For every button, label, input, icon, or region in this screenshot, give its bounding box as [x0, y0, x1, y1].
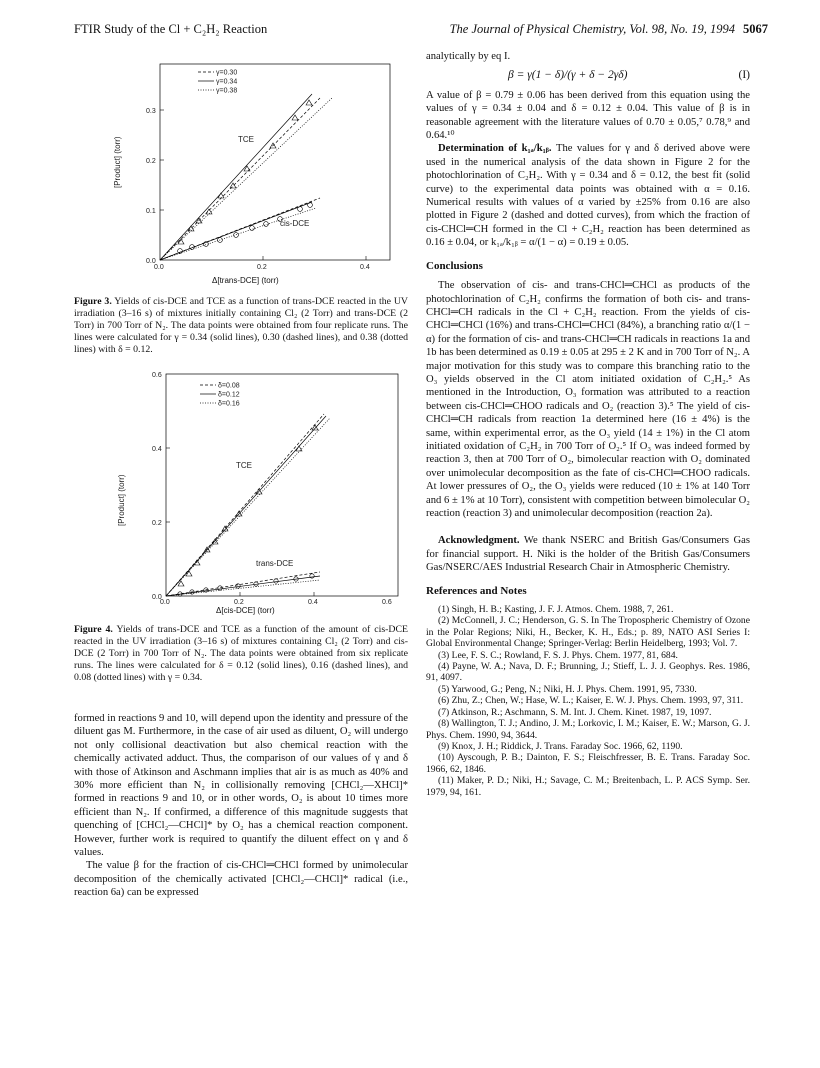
y-tick: 0.0 [146, 258, 156, 265]
figure-3 [80, 58, 400, 272]
figure-3-xlabel: Δ[trans-DCE] (torr) [212, 276, 279, 285]
paragraph: The observation of cis- and trans-CHCl═CHCl as products of the photochlorination of C₂H₂ confirms the formation of both cis- and trans-CHCl═CH radicals in the Cl + C₂H₂ reaction. From the yields of cis-CHCl═CHCl (16%) and trans-CHCl═CHCl (84%), a branching ratio α/(1 − α) for the formation of cis- and trans-CHCl═CH radicals in reactions 1a and 1b has been determined as 0.19 ± 0.05 at 295 ± 2 K and in 700 Torr of N₂. A major motivation for this study was to compare this branching ratio to the O₃ yields observed in the Cl atom initiated oxidation of C₂H₂.⁵ As mentioned in the Introduction, O₃ formation was attributed to a reaction between cis-CHCl═CHOO radicals and O₂ (reaction 3).⁵ The yield of cis-CHCl═CH radicals from reaction 1a determined here (16 ± 4%) is the same, within experimental error, as the O₃ yield (14 ± 1%) in the Cl atom initiated oxidation of C₂H₂ in 700 Torr of O₂.⁵ If O₃ was indeed formed by reaction 3, then at 700 Torr of O₂, bimolecular reaction with O₂ dominated over unimolecular decomposition as the fate of cis-CHCl═CHOO radicals. At lower pressures of O₂, the O₃ yields were reduced (10 ± 1% at 140 Torr and 6 ± 1% at 10 Torr), consistent with competition between bimolecular O₂ reaction (reaction 3) and unimolecular decomposition (reaction 2a). [426, 280, 750, 519]
page-number: 5067 [743, 22, 768, 36]
reference: (6) Zhu, Z.; Chen, W.; Hase, W. L.; Kaiser, E. W. J. Phys. Chem. 1993, 97, 311. [438, 695, 744, 707]
curve-label-dce: cis-DCE [280, 219, 310, 228]
acknowledgment: Acknowledgment. We thank NSERC and British Gas/Consumers Gas for financial support. H. Niki is the holder of the British Gas/Consumers Gas/NSERC/AES Industrial Research Chair in Atmospheric Chemistry. [426, 535, 750, 574]
y-tick: 0.2 [146, 158, 156, 165]
legend-entry: γ=0.30 [216, 69, 238, 77]
reference: (11) Maker, P. D.; Niki, H.; Savage, C. M.; Breitenbach, L. P. ACS Symp. Ser. 1979, 94, 161. [426, 775, 750, 798]
paragraph: analytically by eq I. [426, 51, 511, 62]
x-tick: 0.4 [308, 599, 318, 604]
figure-4-caption: Figure 4. Yields of trans-DCE and TCE as a function of the amount of cis-DCE reacted in the UV irradiation (3–16 s) of mixtures containing Cl₂ (2 Torr) and cis-DCE (2 Torr) in 700 Torr of N₂. The data points were obtained from six replicate runs. The lines were calculated for δ = 0.12 (solid lines), 0.16 (dashed lines), and 0.08 (dotted lines) with γ = 0.34. [74, 624, 408, 683]
paragraph: A value of β = 0.79 ± 0.06 has been derived from this equation using the values of γ = 0.34 ± 0.04 and δ = 0.12 ± 0.04. This value of β is in reasonable agreement with the literature values of 0.70 ± 0.05,⁷ 0.78,⁹ and 0.64.¹⁰ [426, 89, 750, 142]
left-column-text [74, 712, 408, 900]
x-tick: 0.4 [360, 264, 370, 271]
figure-4-xlabel: Δ[cis-DCE] (torr) [216, 606, 275, 615]
curve-label-tce: TCE [238, 135, 254, 144]
paragraph: formed in reactions 9 and 10, will depend upon the identity and pressure of the diluent gas M. Furthermore, in the case of air used as diluent, O₂ will undergo not only collisional deactivation but also chemical reaction with the chemically activated adduct. Thus, the comparison of our values of γ and δ with those of Atkinson and Aschmann implies that air is as much as 40% and 30% more efficient than N₂ in collisionally removing [CHCl₂—XHCl]* formed in reactions 9 and 10, or in other words, O₂ is about 10 times more efficient than N₂. If confirmed, a difference of this magnitude suggests that quenching of [CHCl₂—CHCl]* by O₂ has a chemical reaction component. However, further work is required to quantify the diluent effect on γ and δ values. [74, 713, 408, 859]
legend-entry: γ=0.38 [216, 87, 238, 95]
reference: (1) Singh, H. B.; Kasting, J. F. J. Atmos. Chem. 1988, 7, 261. [438, 604, 674, 616]
journal-citation: The Journal of Physical Chemistry, Vol. 98, No. 19, 1994 5067 [449, 22, 768, 36]
figure-4 [80, 366, 400, 604]
right-column-text [426, 50, 750, 798]
reference: (10) Ayscough, P. B.; Dainton, F. S.; Fleischfresser, B. E. Trans. Faraday Soc. 1966, 62, 1846. [426, 752, 750, 775]
reference-list [426, 604, 750, 798]
y-axis-label: [Product] (torr) [113, 136, 122, 188]
x-tick: 0.2 [234, 599, 244, 604]
reference: (8) Wallington, T. J.; Andino, J. M.; Lorkovic, I. M.; Kaiser, E. W.; Marson, G. J. Phys. Chem. 1990, 94, 3644. [426, 718, 750, 741]
legend-entry: δ=0.16 [218, 400, 240, 408]
reference: (7) Atkinson, R.; Aschmann, S. M. Int. J. Chem. Kinet. 1987, 19, 1097. [438, 706, 712, 718]
y-tick: 0.1 [146, 208, 156, 215]
legend-entry: γ=0.34 [216, 78, 238, 86]
y-tick: 0.6 [152, 372, 162, 379]
section-heading: Conclusions [426, 259, 483, 272]
figure-3-caption: Figure 3. Yields of cis-DCE and TCE as a function of trans-DCE reacted in the UV irradiation (3–16 s) of mixtures initially containing Cl₂ (2 Torr) and trans-DCE (2 Torr) in 700 Torr of N₂. The data points were obtained from four replicate runs. The lines were calculated for γ = 0.34 (solid lines), 0.30 (dashed lines), and 0.38 (dotted lines) with δ = 0.12. [74, 296, 409, 355]
paragraph: The value β for the fraction of cis-CHCl═CHCl formed by unimolecular decomposition of the chemically activated [CHCl₂—CHCl]* radical (i.e., reaction 6a) can be expressed [74, 860, 408, 899]
reference: (4) Payne, W. A.; Nava, D. F.; Brunning, J.; Stieff, L. J. J. Geophys. Res. 1986, 91, 4097. [426, 661, 750, 684]
x-tick: 0.2 [257, 264, 267, 271]
x-tick: 0.0 [154, 264, 164, 271]
y-axis-label: [Product] (torr) [117, 474, 126, 526]
x-tick: 0.6 [382, 599, 392, 604]
reference: (3) Lee, F. S. C.; Rowland, F. S. J. Phys. Chem. 1977, 81, 684. [438, 649, 678, 661]
legend-entry: δ=0.08 [218, 382, 240, 390]
section-heading: References and Notes [426, 584, 527, 597]
reference: (5) Yarwood, G.; Peng, N.; Niki, H. J. Phys. Chem. 1991, 95, 7330. [438, 683, 697, 695]
y-tick: 0.4 [152, 446, 162, 453]
equation-i: β = γ(1 − δ)/(γ + δ − 2γδ) (I) [508, 69, 750, 82]
reference: (2) McConnell, J. C.; Henderson, G. S. In The Tropospheric Chemistry of Ozone in the Polar Regions; Niki, H., Becker, K. H., Eds.; p. 89, NATO ASI Series I: Global Environmental Change; Springer-Verlag: Berlin Heidelberg, 1993; Vol. 7. [426, 615, 750, 650]
running-head: FTIR Study of the Cl + C₂H₂ Reaction [74, 22, 268, 36]
curve-label-tce: TCE [236, 461, 252, 470]
y-tick: 0.0 [152, 594, 162, 601]
y-tick: 0.2 [152, 520, 162, 527]
reference: (9) Knox, J. H.; Riddick, J. Trans. Faraday Soc. 1966, 62, 1190. [438, 740, 683, 752]
paragraph: Determination of k₁ₐ/k₁ᵦ. The values for γ and δ derived above were used in the numerical analysis of the data shown in Figure 2 for the photochlorination of C₂H₂. With γ = 0.34 and δ = 0.12, the best fit (solid curve) to the experimental data points was obtained with α = 0.16. Numerical results with values of α varied by ±25% from 0.16 are also plotted in Figure 2 (dashed and dotted curves), from which the fraction of cis-CHCl═CH formed in the Cl + C₂H₂ reaction has been determined as 0.16 ± 0.04, or k₁ₐ/k₁ᵦ = α/(1 − α) = 0.19 ± 0.05. [426, 143, 751, 249]
x-tick: 0.0 [160, 599, 170, 604]
curve-label-dce: trans-DCE [256, 559, 294, 568]
y-tick: 0.3 [146, 108, 156, 115]
legend-entry: δ=0.12 [218, 391, 240, 399]
